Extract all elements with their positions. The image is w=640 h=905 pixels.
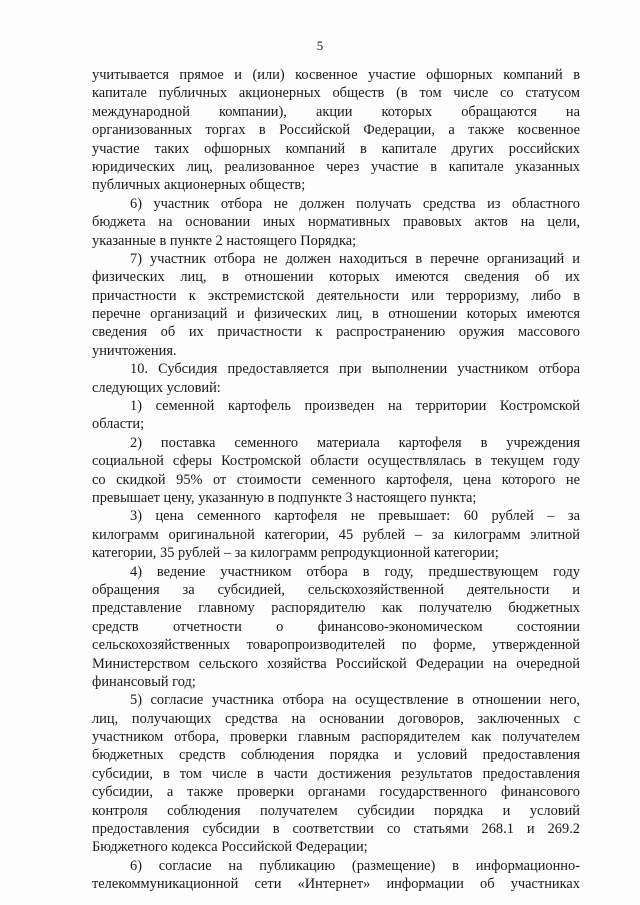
text-line: капитале публичных акционерных обществ (в том числе со статусом bbox=[92, 85, 580, 102]
text-line: области; bbox=[92, 416, 145, 433]
text-line: социальной сферы Костромской области осуществлялась в текущем году bbox=[92, 453, 580, 470]
text-line: 10. Субсидия предоставляется при выполнении участником отбора bbox=[130, 361, 580, 378]
text-line: контроля соблюдения получателем субсидии порядка и условий bbox=[92, 802, 580, 819]
text-line: 3) цена семенного картофеля не превышает: 60 рублей – за bbox=[130, 508, 580, 525]
text-line: 5) согласие участника отбора на осуществление в отношении него, bbox=[130, 692, 580, 709]
paragraph bbox=[92, 507, 580, 562]
text-line: физических лиц, в отношении которых имеются сведения об их bbox=[92, 269, 580, 286]
text-line: организованных торгах в Российской Федерации, а также косвенное bbox=[92, 122, 580, 139]
text-line: субсидии, в том числе в части достижения результатов предоставления bbox=[92, 765, 580, 782]
text-line: 6) участник отбора не должен получать средства из областного bbox=[130, 195, 580, 212]
text-line: причастности к экстремистской деятельности или терроризму, либо в bbox=[92, 287, 580, 304]
text-line: сельскохозяйственных товаропроизводителей по форме, утвержденной bbox=[92, 637, 580, 654]
text-line: сведения об их причастности к распространению оружия массового bbox=[92, 324, 580, 341]
text-line: финансовый год; bbox=[92, 673, 196, 690]
paragraph bbox=[92, 691, 580, 857]
text-line: 4) ведение участником отбора в году, предшествующем году bbox=[130, 563, 580, 580]
text-line: лиц, получающих средства на основании договоров, заключенных с bbox=[92, 710, 580, 727]
text-line: уничтожения. bbox=[92, 342, 177, 359]
text-line: субсидии, а также проверки органами государственного финансового bbox=[92, 784, 580, 801]
text-line: превышает цену, указанную в подпункте 3 настоящего пункта; bbox=[92, 489, 477, 506]
paragraph bbox=[92, 250, 580, 360]
text-line: следующих условий: bbox=[92, 379, 221, 396]
text-line: 7) участник отбора не должен находиться в перечне организаций и bbox=[130, 250, 580, 267]
paragraph bbox=[92, 360, 580, 397]
paragraph bbox=[92, 66, 580, 195]
text-line: 2) поставка семенного материала картофеля в учреждения bbox=[130, 434, 580, 451]
text-line: указанные в пункте 2 настоящего Порядка; bbox=[92, 232, 357, 249]
text-line: категории, 35 рублей – за килограмм репродукционной категории; bbox=[92, 545, 499, 562]
document-body bbox=[92, 66, 580, 894]
paragraph bbox=[92, 857, 580, 894]
paragraph bbox=[92, 397, 580, 434]
text-line: телекоммуникационной сети «Интернет» информации об участниках bbox=[92, 876, 580, 893]
text-line: Министерством сельского хозяйства Российской Федерации на очередной bbox=[92, 655, 580, 672]
text-line: перечне организаций и физических лиц, в отношении которых имеются bbox=[92, 306, 580, 323]
text-line: бюджетных средств соблюдения порядка и условий предоставления bbox=[92, 747, 580, 764]
text-line: 6) согласие на публикацию (размещение) в информационно- bbox=[130, 857, 580, 874]
text-line: обращения за субсидией, сельскохозяйственной деятельности и bbox=[92, 581, 580, 598]
text-line: со скидкой 95% от стоимости семенного картофеля, цена которого не bbox=[92, 471, 580, 488]
paragraph bbox=[92, 563, 580, 692]
text-line: юридических лиц, реализованное через участие в капитале указанных bbox=[92, 158, 580, 175]
text-line: участие таких офшорных компаний в капитале других российских bbox=[92, 140, 580, 157]
text-line: бюджета на основании иных нормативных правовых актов на цели, bbox=[92, 214, 580, 231]
paragraph bbox=[92, 195, 580, 250]
text-line: учитывается прямое и (или) косвенное участие офшорных компаний в bbox=[92, 67, 580, 83]
text-line: средств отчетности о финансово-экономическом состоянии bbox=[92, 618, 580, 635]
text-line: международной компании), акции которых обращаются на bbox=[92, 103, 580, 120]
text-line: предоставления субсидии в соответствии со статьями 268.1 и 269.2 bbox=[92, 821, 580, 838]
paragraph bbox=[92, 434, 580, 508]
text-line: участником отбора, проверки главным распорядителем как получателем bbox=[92, 729, 580, 746]
text-line: килограмм оригинальной категории, 45 рублей – за килограмм элитной bbox=[92, 526, 580, 543]
text-line: Бюджетного кодекса Российской Федерации; bbox=[92, 839, 368, 856]
page-number: 5 bbox=[316, 38, 324, 53]
text-line: представление главному распорядителю как получателю бюджетных bbox=[92, 600, 580, 617]
text-line: 1) семенной картофель произведен на территории Костромской bbox=[130, 398, 580, 415]
text-line: публичных акционерных обществ; bbox=[92, 177, 306, 194]
